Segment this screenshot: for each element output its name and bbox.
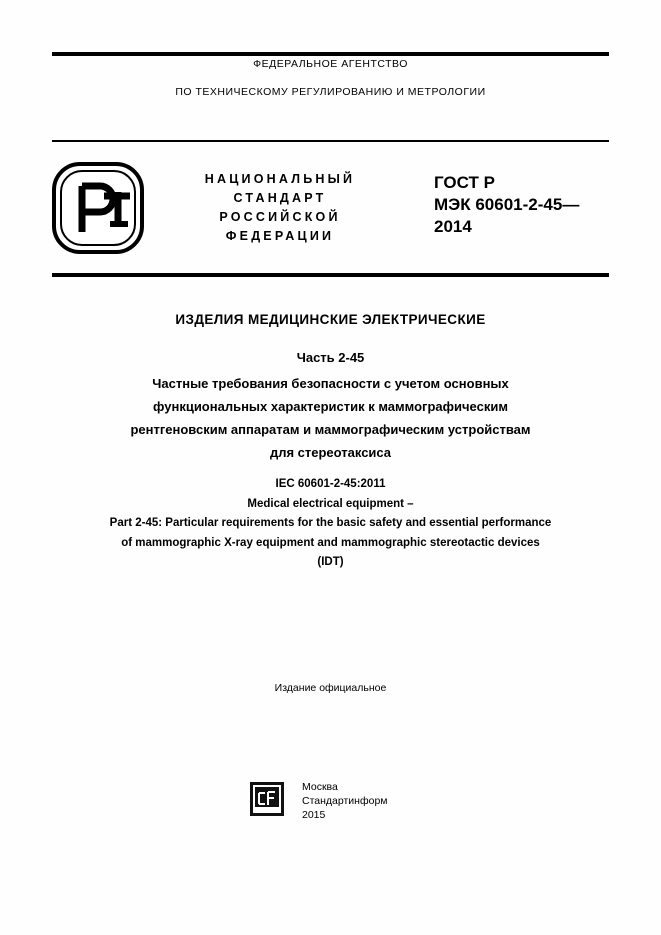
english-title-block	[52, 475, 609, 573]
header-rule-middle	[52, 140, 609, 142]
subtitle-line-1: Частные требования безопасности с учетом основных	[152, 376, 509, 391]
official-edition-note: Издание официальное	[274, 682, 387, 694]
header-rule-bottom	[52, 273, 609, 277]
gost-r-emblem-icon	[52, 162, 144, 254]
agency-header	[52, 58, 609, 98]
publisher-year: 2015	[302, 809, 326, 821]
subtitle-line-2: функциональных характеристик к маммографическим	[153, 399, 508, 414]
standard-word-4: ФЕДЕРАЦИИ	[225, 229, 335, 243]
english-line-2: Medical electrical equipment –	[247, 497, 414, 510]
publisher-city: Москва	[302, 781, 338, 793]
emblem-row	[52, 152, 609, 264]
standard-designation	[434, 172, 634, 238]
english-line-3: Part 2-45: Particular requirements for the basic safety and essential performance	[109, 517, 552, 529]
document-subtitle	[52, 372, 609, 464]
english-line-4: of mammographic X-ray equipment and mammographic stereotactic devices	[121, 536, 540, 549]
header-rule-top	[52, 52, 609, 56]
designation-line-1: ГОСТ Р	[434, 173, 495, 192]
subtitle-line-4: для стереотаксиса	[269, 445, 392, 460]
standard-word-1: НАЦИОНАЛЬНЫЙ	[204, 172, 356, 186]
designation-line-2: МЭК 60601-2-45—	[434, 195, 580, 214]
english-line-1: IEC 60601-2-45:2011	[275, 478, 386, 490]
designation-line-3: 2014	[434, 217, 472, 236]
standard-word-3: РОССИЙСКОЙ	[219, 210, 341, 224]
standard-word-2: СТАНДАРТ	[233, 191, 327, 205]
publisher-text	[302, 780, 388, 822]
document-part-number: Часть 2-45	[296, 350, 365, 365]
document-title: ИЗДЕЛИЯ МЕДИЦИНСКИЕ ЭЛЕКТРИЧЕСКИЕ	[175, 312, 486, 327]
publisher-block	[250, 780, 480, 836]
standard-words	[160, 170, 400, 246]
standartinform-logo-icon	[250, 782, 284, 816]
subtitle-line-3: рентгеновским аппаратам и маммографическим устройствам	[130, 422, 531, 437]
publisher-name: Стандартинформ	[302, 795, 388, 807]
english-line-5: (IDT)	[317, 556, 344, 568]
agency-line-2: ПО ТЕХНИЧЕСКОМУ РЕГУЛИРОВАНИЮ И МЕТРОЛОГИИ	[175, 86, 486, 98]
agency-line-1: ФЕДЕРАЛЬНОЕ АГЕНТСТВО	[253, 58, 408, 70]
